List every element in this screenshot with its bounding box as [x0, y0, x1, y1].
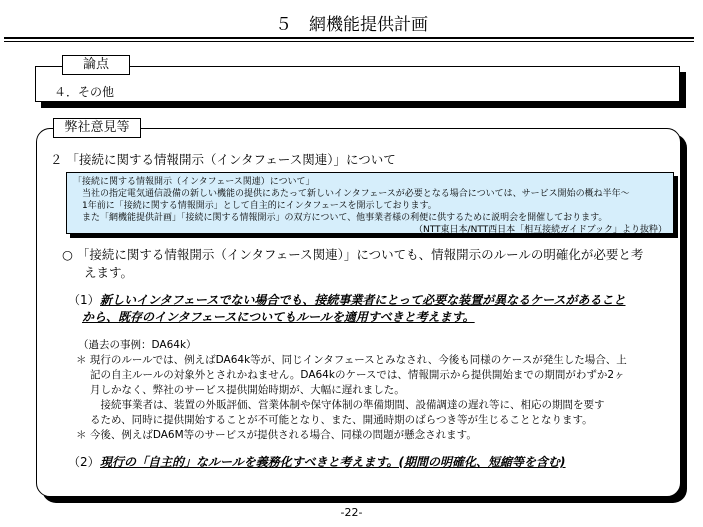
section-heading: ２ 「接続に関する情報開示（インタフェース関連）」について	[50, 152, 396, 167]
case-line: ＊ 今後、例えばDA6M等のサービスが提供される場合、同様の問題が懸念されます。	[76, 429, 477, 441]
point1-number: （1）	[68, 293, 100, 307]
case-line: ＊ 現行のルールでは、例えばDA64k等が、同じインタフェースとみなされ、今後も同様のケースが発生した場合、上	[76, 354, 627, 366]
quote-box	[66, 172, 674, 234]
title-rule	[4, 37, 694, 39]
ronten-tag: 論点	[62, 55, 130, 75]
point1-line: 新しいインタフェースでない場合でも、接続事業者にとって必要な装置が異なるケースがあること	[100, 293, 626, 307]
quote-source: （NTT東日本/NTT西日本「相互接続ガイドブック」より抜粋）	[413, 225, 667, 235]
case-text	[76, 353, 627, 443]
quote-line: 1年前に「接続に関する情報開示」として自主的にインタフェースを開示しております。	[73, 201, 437, 211]
ronten-box	[35, 66, 680, 102]
quote-line: 「接続に関する情報開示（インタフェース関連）について」	[73, 177, 315, 187]
point2-number: （2）	[68, 455, 100, 469]
case-title: （過去の事例：DA64k）	[78, 339, 197, 351]
case-line: るため、同時に提供開始することが不可能となり、また、開通時期のばらつき等が生じることとなります。	[90, 414, 593, 426]
quote-line: 当社の指定電気通信設備の新しい機能の提供にあたって新しいインタフェースが必要となる場合については、サービス開始の概ね半年～	[73, 189, 630, 199]
opinion-tag: 弊社意見等	[53, 118, 141, 138]
page-number: -22-	[340, 506, 363, 519]
title-rule-thin	[4, 41, 694, 42]
point2-line: 現行の「自主的」なルールを義務化すべきと考えます。(期間の明確化、短縮等を含む)	[100, 455, 566, 469]
case-line: 接続事業者は、装置の外販評価、営業体制や保守体制の準備期間、設備調達の遅れ等に、相応の期間を要す	[90, 399, 605, 411]
bullet-line-cont: えます。	[84, 265, 134, 280]
point1-line-cont: から、既存のインタフェースについてもルールを適用すべきと考えます。	[82, 310, 475, 324]
ronten-item: ４．その他	[54, 85, 115, 99]
quote-line: また「網機能提供計画」「接続に関する情報開示」の双方について、他事業者様の利便に供するために説明会を開催しております。	[73, 213, 608, 223]
case-line: 記の自主ルールの対象外とされかねません。DA64kのケースでは、情報開示から提供開始までの期間がわずか2ヶ	[90, 369, 625, 381]
bullet-line: ○ 「接続に関する情報開示（インタフェース関連）」についても、情報開示のルールの明確化が必要と考	[62, 247, 644, 262]
page-title: ５ 網機能提供計画	[275, 15, 428, 35]
case-line: 月しかなく、弊社のサービス提供開始時期が、大幅に遅れました。	[90, 384, 405, 396]
